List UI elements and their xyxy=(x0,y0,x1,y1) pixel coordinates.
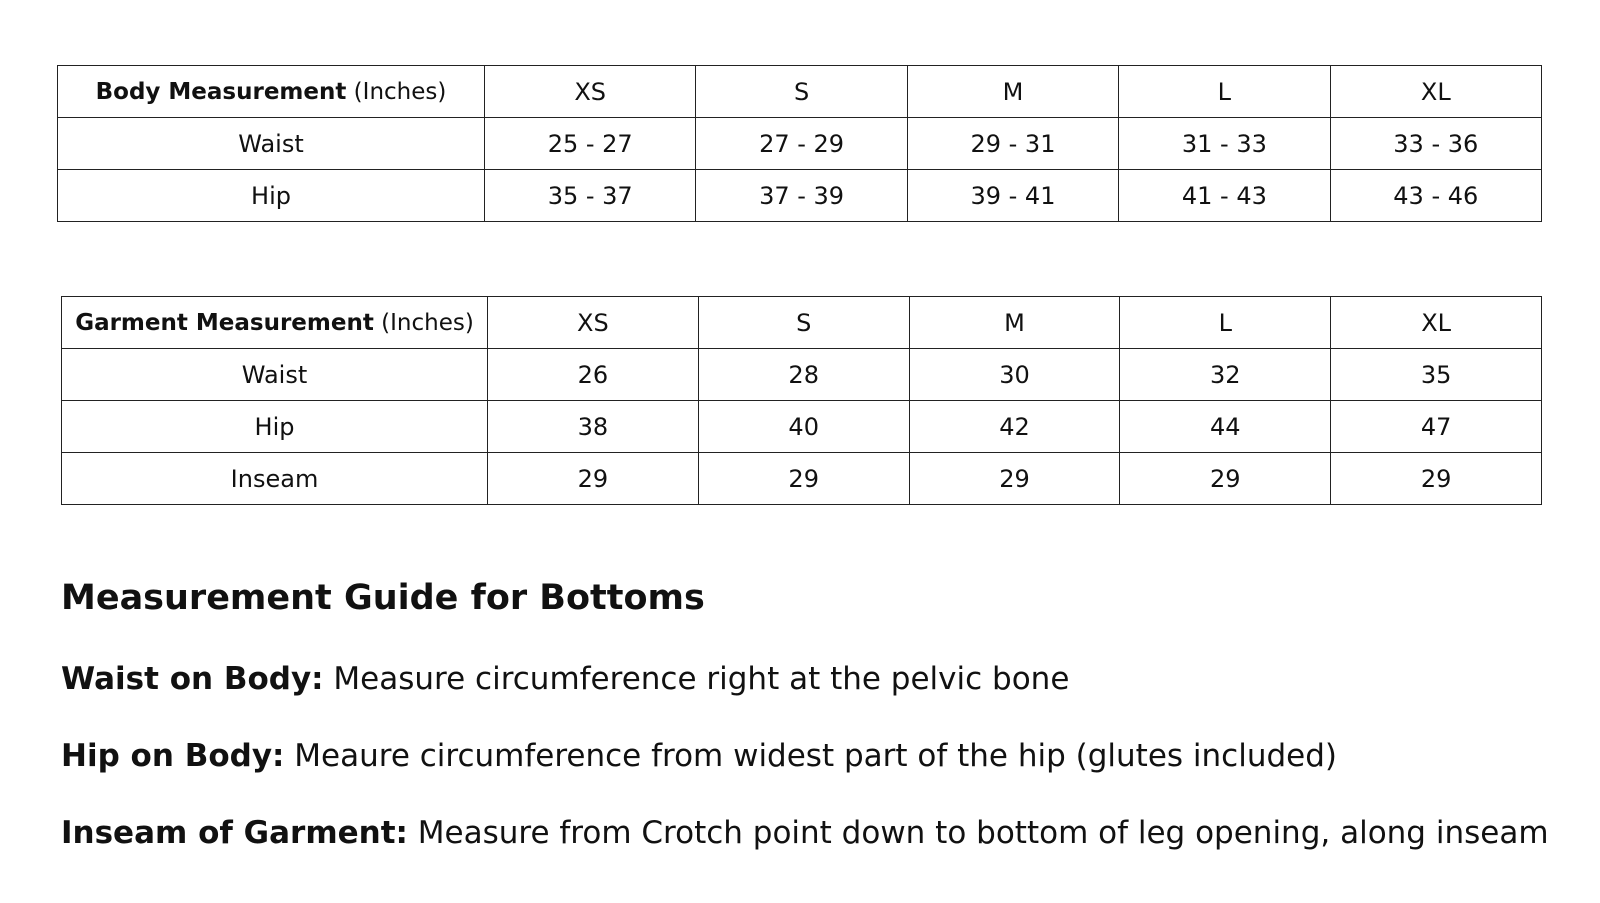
table-cell: 41 - 43 xyxy=(1119,170,1330,222)
guide-text: Measure from Crotch point down to bottom of leg opening, along inseam xyxy=(407,815,1549,851)
guide-text: Meaure circumference from widest part of the hip (glutes included) xyxy=(284,738,1337,774)
table-row xyxy=(62,401,1542,453)
row-label: Waist xyxy=(58,118,485,170)
table-header-label: Garment Measurement (Inches) xyxy=(62,297,488,349)
table-header-label: Body Measurement (Inches) xyxy=(58,66,485,118)
table-cell: 35 xyxy=(1331,349,1542,401)
table-cell: 38 xyxy=(488,401,699,453)
table-row xyxy=(58,170,1542,222)
guide-title: Measurement Guide for Bottoms xyxy=(61,578,705,618)
row-label: Waist xyxy=(62,349,488,401)
table-cell: 35 - 37 xyxy=(485,170,696,222)
table-cell: 29 xyxy=(909,453,1120,505)
row-label: Inseam xyxy=(62,453,488,505)
size-header: XS xyxy=(488,297,699,349)
row-label: Hip xyxy=(58,170,485,222)
table-cell: 43 - 46 xyxy=(1330,170,1541,222)
size-header: L xyxy=(1120,297,1331,349)
table-row xyxy=(62,349,1542,401)
table-cell: 29 xyxy=(698,453,909,505)
guide-term: Waist on Body: xyxy=(61,661,324,697)
size-header: XL xyxy=(1330,66,1541,118)
body-measurement-table xyxy=(57,65,1542,222)
table-cell: 33 - 36 xyxy=(1330,118,1541,170)
guide-term: Hip on Body: xyxy=(61,738,285,774)
table-header-row xyxy=(62,297,1542,349)
table-cell: 39 - 41 xyxy=(907,170,1118,222)
guide-line-inseam xyxy=(61,815,1549,851)
size-header: S xyxy=(698,297,909,349)
table-cell: 31 - 33 xyxy=(1119,118,1330,170)
table-cell: 25 - 27 xyxy=(485,118,696,170)
garment-measurement-table xyxy=(61,296,1542,505)
table-cell: 29 xyxy=(1331,453,1542,505)
table-cell: 32 xyxy=(1120,349,1331,401)
row-label: Hip xyxy=(62,401,488,453)
table-cell: 44 xyxy=(1120,401,1331,453)
size-header: XL xyxy=(1331,297,1542,349)
size-header: XS xyxy=(485,66,696,118)
table-cell: 29 xyxy=(488,453,699,505)
guide-term: Inseam of Garment: xyxy=(61,815,408,851)
table-cell: 27 - 29 xyxy=(696,118,907,170)
size-header: M xyxy=(909,297,1120,349)
size-header: M xyxy=(907,66,1118,118)
table-cell: 47 xyxy=(1331,401,1542,453)
table-cell: 26 xyxy=(488,349,699,401)
table-cell: 29 xyxy=(1120,453,1331,505)
size-header: S xyxy=(696,66,907,118)
table-row xyxy=(58,118,1542,170)
guide-line-hip xyxy=(61,738,1337,774)
guide-line-waist xyxy=(61,661,1069,697)
guide-text: Measure circumference right at the pelvic bone xyxy=(323,661,1070,697)
table-cell: 37 - 39 xyxy=(696,170,907,222)
table-cell: 28 xyxy=(698,349,909,401)
table-cell: 40 xyxy=(698,401,909,453)
table-cell: 42 xyxy=(909,401,1120,453)
table-cell: 29 - 31 xyxy=(907,118,1118,170)
table-cell: 30 xyxy=(909,349,1120,401)
table-header-row xyxy=(58,66,1542,118)
size-header: L xyxy=(1119,66,1330,118)
table-row xyxy=(62,453,1542,505)
